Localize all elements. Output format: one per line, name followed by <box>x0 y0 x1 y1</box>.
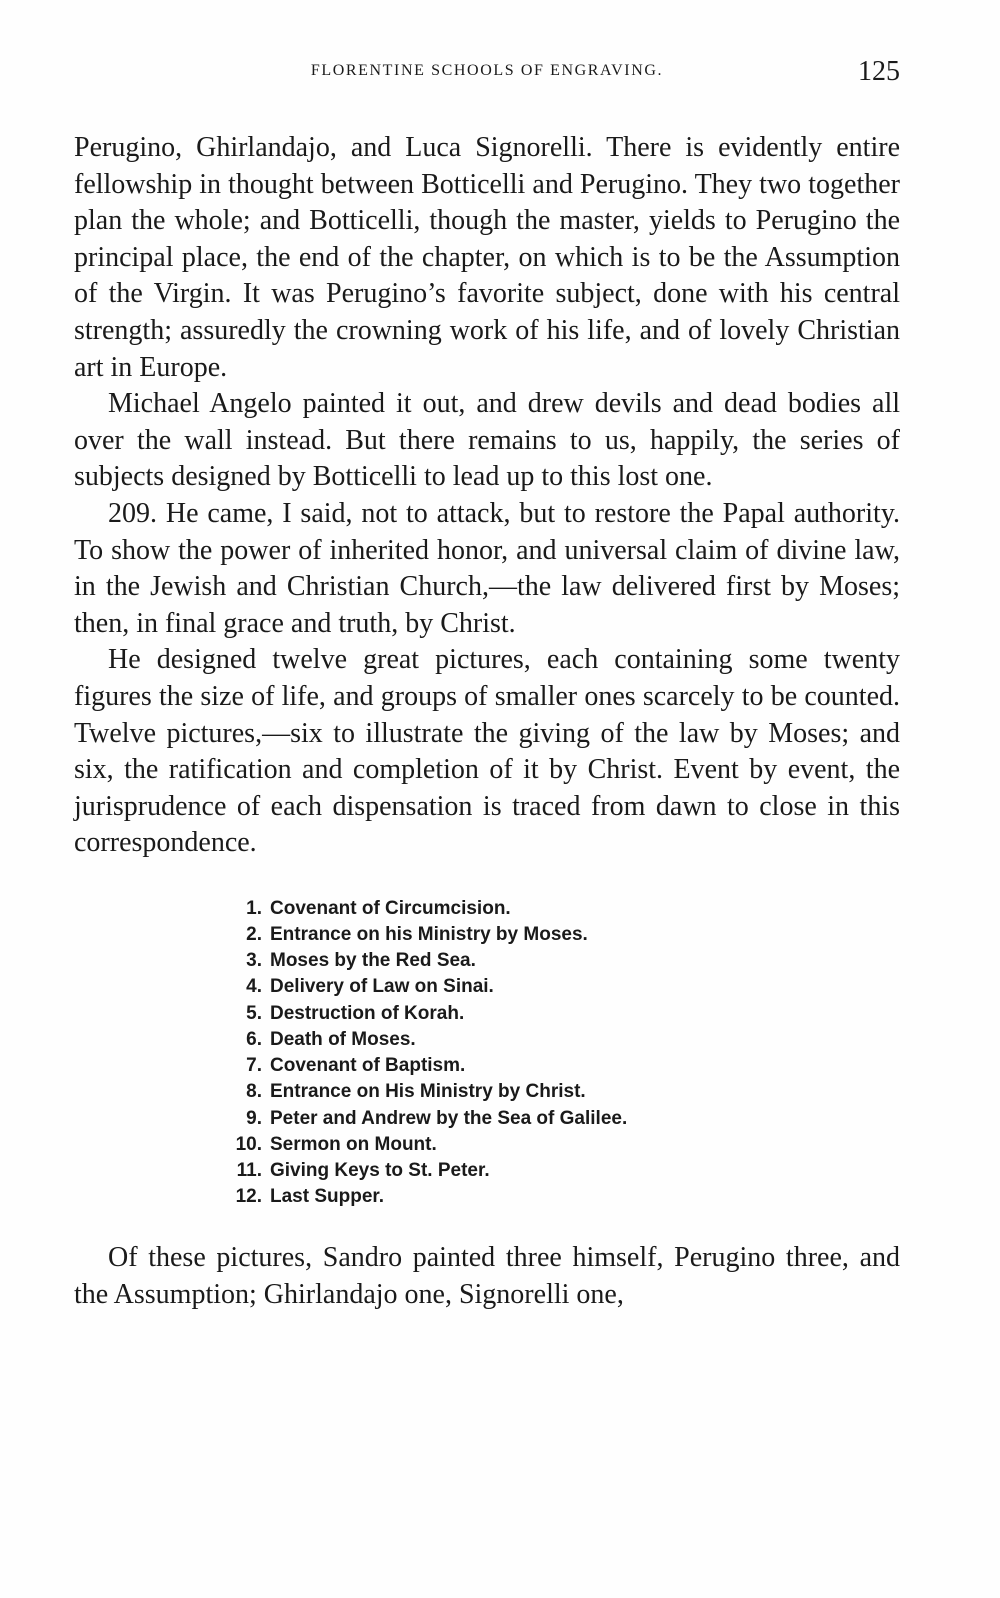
closing-paragraph: Of these pictures, Sandro painted three himself, Perugino three, and the Assumption; Ghirlandajo one, Signorelli one, <box>74 1242 900 1310</box>
list-number: 11. <box>236 1159 262 1181</box>
paragraph-1: Perugino, Ghirlandajo, and Luca Signorelli. There is evidently entire fellowship in thought between Botticelli and Perugino. They two together plan the whole; and Botticelli, though the master, yields to Perugino the principal place, the end of the chapter, on which is to be the Assumption of the Virgin. It was Perugino’s favorite subject, done with his central strength; assuredly the crowning work of his life, and of lovely Christian art in Europe. <box>74 132 900 383</box>
list-title: Entrance on his Ministry by Moses. <box>270 924 588 946</box>
running-head <box>74 58 900 92</box>
list-number: 9. <box>246 1107 262 1129</box>
list-number: 6. <box>246 1028 262 1050</box>
closing-text <box>74 1240 900 1313</box>
list-title: Peter and Andrew by the Sea of Galilee. <box>270 1107 628 1129</box>
list-title: Covenant of Circumcision. <box>270 897 511 919</box>
list-title: Last Supper. <box>270 1186 385 1208</box>
list-number: 1. <box>246 897 262 919</box>
list-number: 12. <box>235 1186 262 1208</box>
list-number: 10. <box>235 1133 262 1155</box>
list-title: Entrance on His Ministry by Christ. <box>270 1081 586 1103</box>
paragraph-4: He designed twelve great pictures, each containing some twenty figures the size of life, and groups of smaller ones scarcely to be counted. Twelve pictures,—six to illustrate the giving of the law by Moses; and six, the ratification and completion of it by Christ. Event by event, the jurisprudence of each dispensation is traced from dawn to close in this correspondence. <box>74 644 900 859</box>
list-number: 2. <box>246 924 262 946</box>
list-item <box>226 1027 900 1053</box>
list-title: Covenant of Baptism. <box>270 1055 466 1077</box>
list-title: Sermon on Mount. <box>270 1133 437 1155</box>
list-number: 5. <box>246 1002 262 1024</box>
book-page <box>74 58 900 1314</box>
list-number: 8. <box>246 1081 262 1103</box>
list-item <box>226 1184 900 1210</box>
list-item <box>226 1079 900 1105</box>
list-title: Giving Keys to St. Peter. <box>270 1159 490 1181</box>
list-item <box>226 1158 900 1184</box>
body-text <box>74 130 900 862</box>
list-title: Destruction of Korah. <box>270 1002 465 1024</box>
list-title: Delivery of Law on Sinai. <box>270 976 494 998</box>
page-number: 125 <box>858 56 900 87</box>
list-item <box>226 1001 900 1027</box>
picture-list <box>226 896 900 1210</box>
paragraph-3: 209. He came, I said, not to attack, but to restore the Papal authority. To show the power of inherited honor, and universal claim of divine law, in the Jewish and Christian Church,—the law delivered first by Moses; then, in final grace and truth, by Christ. <box>74 497 900 639</box>
list-item <box>226 1106 900 1132</box>
list-item <box>226 896 900 922</box>
list-item <box>226 974 900 1000</box>
list-item <box>226 922 900 948</box>
list-number: 7. <box>246 1055 262 1077</box>
list-title: Moses by the Red Sea. <box>270 950 476 972</box>
list-item <box>226 1132 900 1158</box>
list-title: Death of Moses. <box>270 1028 416 1050</box>
list-number: 4. <box>246 976 262 998</box>
list-number: 3. <box>246 950 262 972</box>
list-item <box>226 1053 900 1079</box>
running-title: FLORENTINE SCHOOLS OF ENGRAVING. <box>310 62 664 79</box>
list-item <box>226 948 900 974</box>
paragraph-2: Michael Angelo painted it out, and drew devils and dead bodies all over the wall instead. But there remains to us, happily, the series of subjects designed by Botticelli to lead up to this lost one. <box>74 388 900 493</box>
